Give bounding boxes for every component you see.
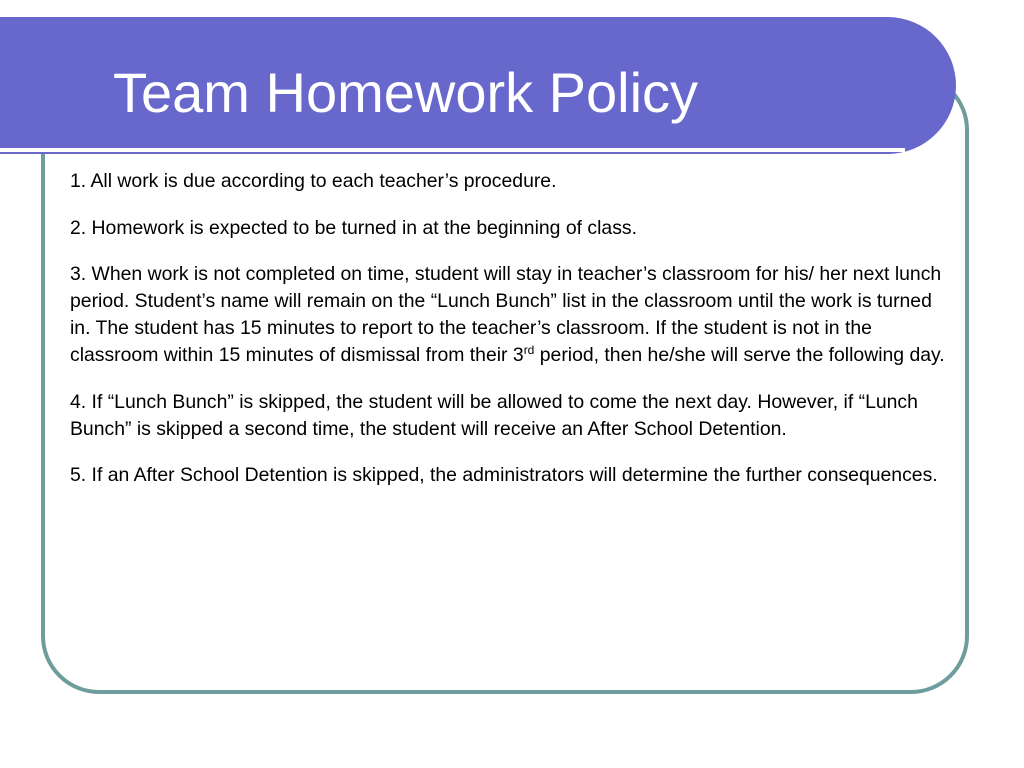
policy-item-3-text-end: period, then he/she will serve the following day. — [534, 344, 945, 366]
policy-item-5: 5. If an After School Detention is skipped, the administrators will determine the further consequences. — [70, 464, 938, 486]
title-underline — [0, 148, 905, 152]
policy-list — [70, 168, 954, 509]
ordinal-superscript: rd — [523, 343, 535, 357]
policy-item-2: 2. Homework is expected to be turned in at the beginning of class. — [70, 216, 637, 239]
slide-title: Team Homework Policy — [113, 61, 699, 124]
policy-item-3-text-start: 3. When work is not completed on time, student will stay in teacher’s classroom for his/ her next lunch period. Student’s name will remain on the “Lunch Bunch” list in the classroom until the work is turned in. The student has 15 minutes to report to the teacher’s classroom. If the student is not in the classroom within 15 minutes of dismissal from their 3 — [70, 263, 942, 366]
policy-item-3 — [70, 261, 954, 369]
policy-item-1: 1. All work is due according to each teacher’s procedure. — [70, 170, 557, 192]
policy-item-4: 4. If “Lunch Bunch” is skipped, the student will be allowed to come the next day. However, if “Lunch Bunch” is skipped a second time, the student will receive an After School Detention. — [70, 390, 918, 440]
title-band — [0, 17, 956, 154]
